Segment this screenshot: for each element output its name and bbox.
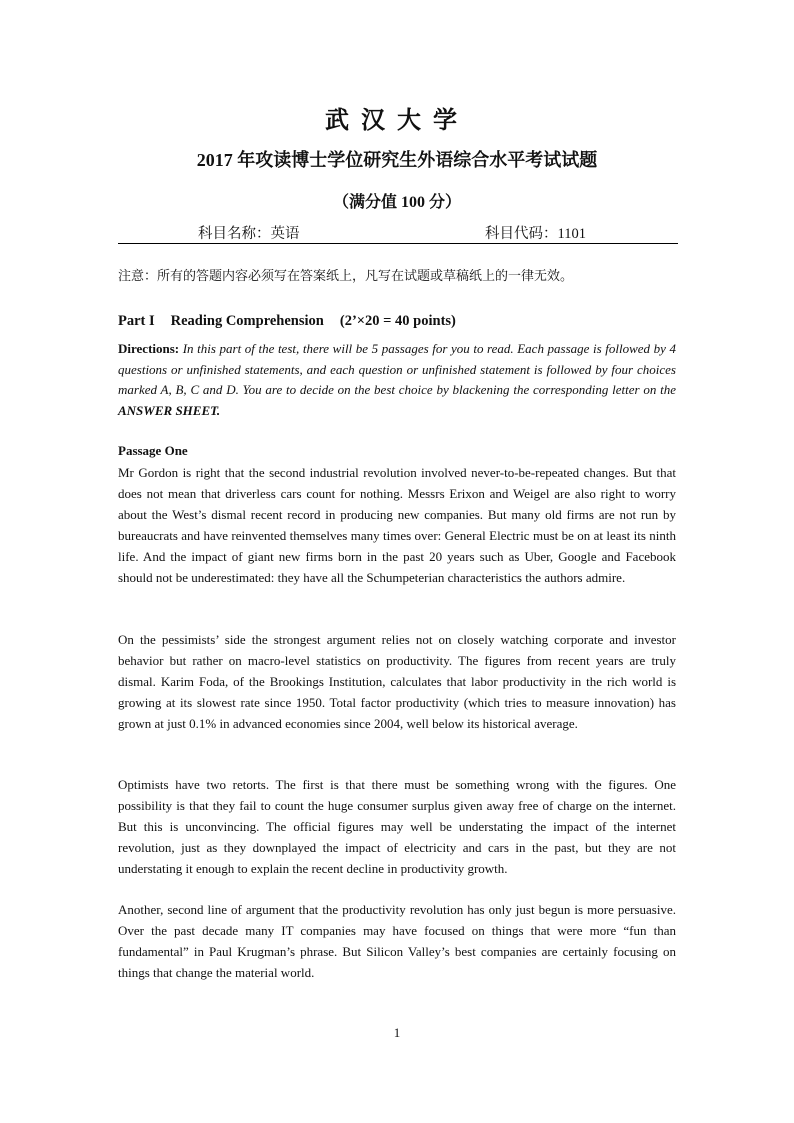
notice-text: 注意：所有的答题内容必须写在答案纸上，凡写在试题或草稿纸上的一律无效。 bbox=[118, 268, 574, 283]
passage-title: Passage One bbox=[118, 443, 188, 458]
part-heading bbox=[118, 313, 472, 330]
subject-code: 科目代码：1101 bbox=[485, 226, 586, 242]
passage-paragraph: Mr Gordon is right that the second industrial revolution involved never-to-be-repeated changes. But that does not mean that driverless cars count for nothing. Messrs Erixon and Weigel are also right to worry about the West’s dismal recent record in producing new companies. But many old firms are not run by bureaucrats and have reinvented themselves many times over: General Electric must be on at least its ninth life. And the impact of giant new firms born in the past 20 years such as Uber, Google and Facebook should not be underestimated: they have all the Schumpeterian characteristics the authors admire. bbox=[118, 465, 676, 585]
score-note: （满分值 100 分） bbox=[332, 194, 461, 211]
passage-paragraph: Another, second line of argument that the productivity revolution has only just begun is more persuasive. Over the past decade many IT companies may have focused on things that were more “fun than fundamental” in Paul Krugman’s phrase. But Silicon Valley’s best companies are certainly focusing on things that change the material world. bbox=[118, 902, 676, 980]
directions-text: In this part of the test, there will be 5 passages for you to read. Each passage is followed by 4 questions or unfinished statements, and each question or unfinished statement is followed by four choices marked A, B, C and D. You are to decide on the best choice by blackening the corresponding letter on the bbox=[118, 341, 676, 398]
directions-label: Directions: bbox=[118, 341, 180, 356]
directions-emphasis: ANSWER SHEET. bbox=[118, 402, 221, 418]
passage-paragraph: Optimists have two retorts. The first is that there must be something wrong with the figures. One possibility is that they fail to count the huge consumer surplus given away free of charge on the internet. But this is unconvincing. The official figures may well be understating the impact of the internet revolution, just as they downplayed the impact of electricity and cars in the past, but they are not understating it enough to explain the recent decline in productivity growth. bbox=[118, 777, 676, 876]
university-name: 武汉大学 bbox=[325, 105, 469, 134]
directions bbox=[118, 339, 676, 421]
part-title: Reading Comprehension bbox=[170, 313, 324, 329]
header-divider bbox=[118, 243, 678, 244]
part-number: Part I bbox=[118, 313, 155, 329]
page-number: 1 bbox=[393, 1025, 401, 1040]
part-points: (2’×20 = 40 points) bbox=[339, 313, 456, 329]
passage-paragraph: On the pessimists’ side the strongest argument relies not on closely watching corporate and investor behavior but rather on macro-level statistics on productivity. The figures from recent years are truly dismal. Karim Foda, of the Brookings Institution, calculates that labor productivity in the rich world is growing at its slowest rate since 1950. Total factor productivity (which tries to measure innovation) has grown at just 0.1% in advanced economies since 2004, well below its historical average. bbox=[118, 632, 676, 731]
exam-title: 2017 年攻读博士学位研究生外语综合水平考试试题 bbox=[196, 150, 598, 170]
subject-row bbox=[118, 222, 676, 242]
subject-name: 科目名称：英语 bbox=[198, 226, 300, 242]
